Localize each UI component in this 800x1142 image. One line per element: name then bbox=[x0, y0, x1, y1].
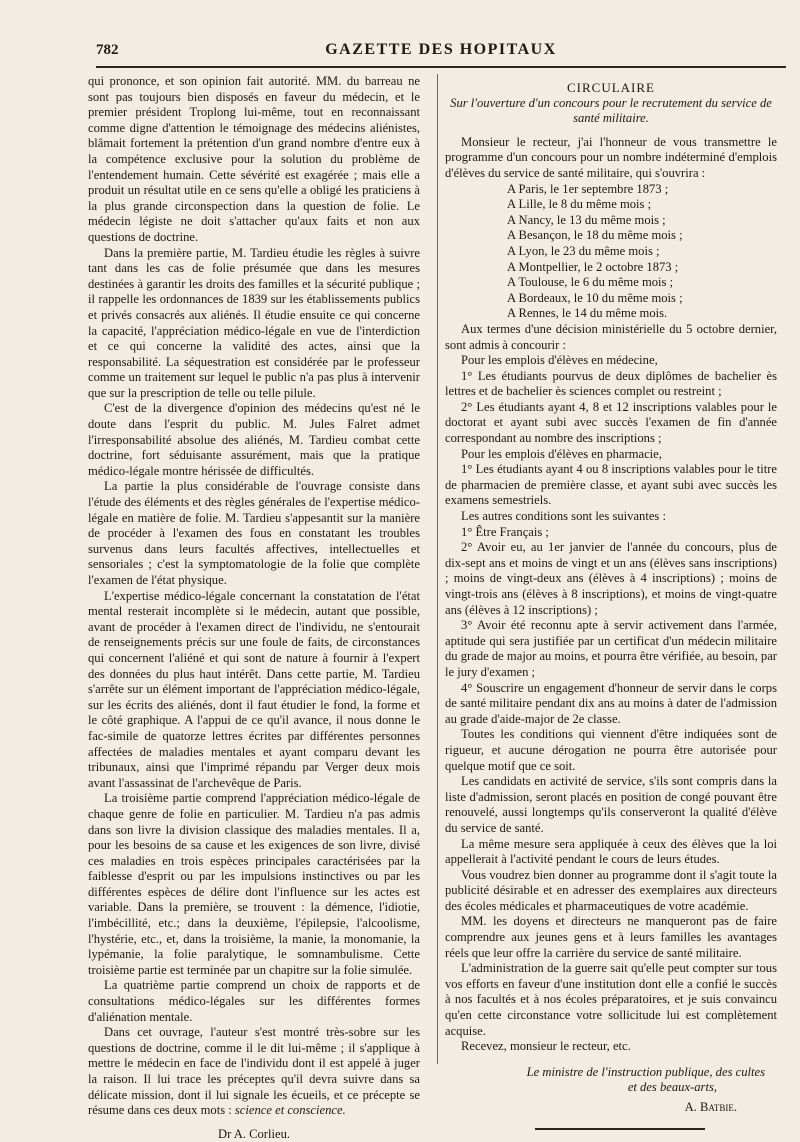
page-number: 782 bbox=[96, 42, 119, 58]
circular-paragraph: Vous voudrez bien donner au programme dont il s'agit toute la publicité désirable et en adresser des exemplaires aux directeurs des écoles médicales et pharmaceutiques de votre académie. bbox=[445, 867, 777, 913]
schedule-item: A Paris, le 1er septembre 1873 ; bbox=[507, 181, 669, 196]
circular-paragraph: 2° Les étudiants ayant 4, 8 et 12 inscriptions valables pour le doctorat et ayant subi avec succès l'examen de fin d'année correspondant au nombre des inscriptions ; bbox=[445, 399, 777, 446]
end-ornament-rule bbox=[445, 1122, 777, 1136]
circular-paragraph: MM. les doyens et directeurs ne manqueront pas de faire comprendre aux jeunes gens et à leurs familles les avantages réels que leur offre la carrière du service de santé militaire. bbox=[445, 914, 777, 960]
minister-signature: A. Batbie. bbox=[684, 1100, 737, 1114]
circular-title: CIRCULAIRE bbox=[567, 80, 655, 95]
circular-paragraph: 1° Les étudiants ayant 4 ou 8 inscriptions valables pour le titre de pharmacien de première classe, et ayant subi avec succès les examens semestriels. bbox=[445, 462, 777, 508]
circular-paragraph: Les candidats en activité de service, s'ils sont compris dans la liste d'admission, seront placés en position de congé pouvant être renouvelé, aussi longtemps qu'ils conserveront la qualité d'élève du service de santé. bbox=[445, 774, 777, 835]
schedule-item: A Nancy, le 13 du même mois ; bbox=[507, 212, 666, 227]
schedule-item: A Toulouse, le 6 du même mois ; bbox=[507, 275, 674, 290]
circular-paragraph: L'administration de la guerre sait qu'elle peut compter sur tous vos efforts en faveur d'une institution dont elle a confié le succès à nos facultés et à nos écoles préparatoires, et je suis convaincu qu'en cette circonstance votre sollicitude lui est complètement acquise. bbox=[445, 961, 777, 1038]
journal-title: GAZETTE DES HOPITAUX bbox=[325, 41, 557, 58]
circular-paragraph: Pour les emplois d'élèves en médecine, bbox=[461, 353, 658, 368]
minister-title-line2: et des beaux-arts, bbox=[627, 1080, 717, 1095]
circular-paragraph: Toutes les conditions qui viennent d'être indiquées sont de rigueur, et aucune dérogation ne pourra être autorisée pour quelque motif que ce soit. bbox=[445, 727, 777, 773]
article-paragraph: C'est de la divergence d'opinion des médecins qu'est né le doute dans l'esprit du public. M. Jules Falret admet l'irresponsabilité absolue des aliénés, M. Tardieu combat cette doctrine, fort séduisante assurément, mais que la pratique médico-légale montre hérissée de difficultés. bbox=[88, 401, 420, 478]
schedule-item: A Lyon, le 23 du même mois ; bbox=[507, 243, 660, 258]
column-divider bbox=[437, 74, 438, 1064]
circular-paragraph: 1° Les étudiants pourvus de deux diplômes de bachelier ès lettres et de bachelier ès sciences complet ou restreint ; bbox=[445, 368, 777, 399]
left-column bbox=[88, 74, 420, 1142]
circular-paragraph: Recevez, monsieur le recteur, etc. bbox=[461, 1039, 631, 1054]
circular-intro: Monsieur le recteur, j'ai l'honneur de vous transmettre le programme d'un concours pour un nombre indéterminé d'emplois d'élèves du service de santé militaire, qui s'ouvrira : bbox=[445, 134, 777, 180]
article-paragraph: L'expertise médico-légale concernant la constatation de l'état mental resterait incomplète si le médecin, autant que possible, avant de procéder à l'examen direct de l'individu, ne s'entourait de renseignements précis sur une foule de faits, de circonstances qui concernent l'aliéné et qui sont de nature à fournir à l'expert des données du plus haut intérêt. Dans cette partie, M. Tardieu s'arrête sur un élément important de l'appréciation médico-légale, sur les écrits des aliénés, dont il faut étudier le fond, la forme et le côté graphique. A l'appui de ce qu'il avance, il nous donne le fac-simile de quatorze lettres écrites par différentes personnes affectées de maladies mentales et ayant comparu devant les tribunaux, ainsi que l'imprimé répandu par Verger deux mois avant l'assassinat de l'archevêque de Paris. bbox=[88, 588, 420, 790]
circular-paragraph: 1° Être Français ; bbox=[461, 524, 549, 539]
article-paragraph-last bbox=[88, 1025, 420, 1119]
schedule-item: A Montpellier, le 2 octobre 1873 ; bbox=[507, 259, 679, 274]
signature: Dr A. Corlieu. bbox=[217, 1126, 291, 1141]
schedule-item: A Besançon, le 18 du même mois ; bbox=[507, 228, 683, 243]
article-paragraph: qui prononce, et son opinion fait autorité. MM. du barreau ne sont pas toujours bien disposés en faveur du médecin, et le premier président Troplong lui-même, tout en reconnaissant comme digne d'attention le témoignage des médecins aliénistes, blâmait fortement la prétention d'un grand nombre d'entre eux à la compétence exclusive pour la solution du problème de l'entendement humain. Cette sévérité est exagérée ; mais elle a produit un résultat utile en ce sens qu'elle a obligé les praticiens à la plus grande circonspection dans la question de folie. Le médecin légiste ne doit s'attacher qu'aux faits et non aux questions de doctrine. bbox=[88, 74, 420, 244]
circular-paragraph: Les autres conditions sont les suivantes : bbox=[461, 509, 666, 524]
page-header bbox=[96, 40, 786, 68]
motto: science et conscience. bbox=[234, 1103, 346, 1118]
article-paragraph: La quatrième partie comprend un choix de rapports et de consultations médico-légales sur les différentes formes d'aliénation mentale. bbox=[88, 978, 420, 1024]
schedule-item: A Lille, le 8 du même mois ; bbox=[507, 197, 652, 212]
circular-paragraph: Aux termes d'une décision ministérielle du 5 octobre dernier, sont admis à concourir : bbox=[445, 321, 777, 352]
schedule-item: A Bordeaux, le 10 du même mois ; bbox=[507, 290, 683, 305]
circular-paragraph: 2° Avoir eu, au 1er janvier de l'année du concours, plus de dix-sept ans et moins de vingt et un ans (élèves sans inscriptions) ; moins de vingt-deux ans (élèves à 4 inscriptions) ; moins de vingt-trois ans (élèves à 8 inscriptions), et moins de vingt-quatre ans (élèves à 12 inscriptions) ; bbox=[445, 540, 777, 617]
schedule-item: A Rennes, le 14 du même mois. bbox=[507, 306, 668, 321]
circular-paragraph: La même mesure sera appliquée à ceux des élèves que la loi appellerait à l'activité pendant le cours de leurs études. bbox=[445, 836, 777, 867]
circular-paragraph: Pour les emplois d'élèves en pharmacie, bbox=[461, 446, 662, 461]
circular-paragraph: 4° Souscrire un engagement d'honneur de servir dans le corps de santé militaire pendant dix ans au moins à dater de l'admission au grade d'aide-major de 2e classe. bbox=[445, 680, 777, 726]
article-text: Dans cet ouvrage, l'auteur s'est montré très-sobre sur les questions de doctrine, comme il le dit lui-même ; il s'applique à mettre le médecin en face de l'individu dont il est appelé à juger la raison. Il lui trace les préceptes qu'il devra suivre dans sa délicate mission, dont il lui signale les écueils, et ce précepte se résume dans ces deux mots : bbox=[88, 1025, 420, 1118]
article-paragraph: Dans la première partie, M. Tardieu étudie les règles à suivre tant dans les cas de folie présumée que dans les mesures destinées à garantir les droits des familles et la sécurité publique ; il rappelle les ordonnances de 1839 sur les établissements publics et privés consacrés aux aliénés. Il étudie ensuite ce qui concerne la capacité, l'appréciation médico-légale en vue de l'interdiction et ce qui concerne la validité des actes, ainsi que la responsabilité. La séquestration est considérée par le professeur comme un traitement sur lequel le public n'a pas plus à intervenir que sur la prescription de telle ou telle pilule. bbox=[88, 245, 420, 400]
circular-subtitle: Sur l'ouverture d'un concours pour le recrutement du service de santé militaire. bbox=[450, 95, 772, 126]
article-paragraph: La partie la plus considérable de l'ouvrage consiste dans l'étude des éléments et des règles générales de l'expertise médico-légale en matière de folie. M. Tardieu s'appesantit sur la manière de procéder à l'examen des fous en constatant les troubles survenus dans leurs facultés affectives, intellectuelles et sensoriales ; c'est la symptomatologie de la folie que complète l'examen de l'état physique. bbox=[88, 479, 420, 587]
article-paragraph: La troisième partie comprend l'appréciation médico-légale de chaque genre de folie en particulier. M. Tardieu n'a pas admis dans son livre la division classique des maladies mentales. Il a, pour les besoins de sa cause et les exigences de son livre, divisé ces maladies en trois espèces principales caractérisées par la faiblesse d'esprit ou par les impulsions instinctives ou par les différentes espèces de délire dont l'influence sur les actes est variable. Dans la première, se trouvent : la démence, l'idiotie, l'imbécillité, etc.; dans la deuxième, l'épilepsie, l'alcoolisme, l'hystérie, etc., et, dans la troisième, la manie, la monomanie, la lypémanie, la folie paralytique, le somnambulisme. Cette troisième partie est terminée par un chapitre sur la folie simulée. bbox=[88, 791, 420, 977]
minister-title-line1: Le ministre de l'instruction publique, des cultes bbox=[526, 1064, 765, 1079]
right-column bbox=[445, 74, 777, 1136]
circular-paragraph: 3° Avoir été reconnu apte à servir activement dans l'armée, aptitude qui sera justifiée par un certificat d'un médecin militaire du grade de major au moins, et pourra être vérifiée, au besoin, par le jury d'examen ; bbox=[445, 618, 777, 679]
